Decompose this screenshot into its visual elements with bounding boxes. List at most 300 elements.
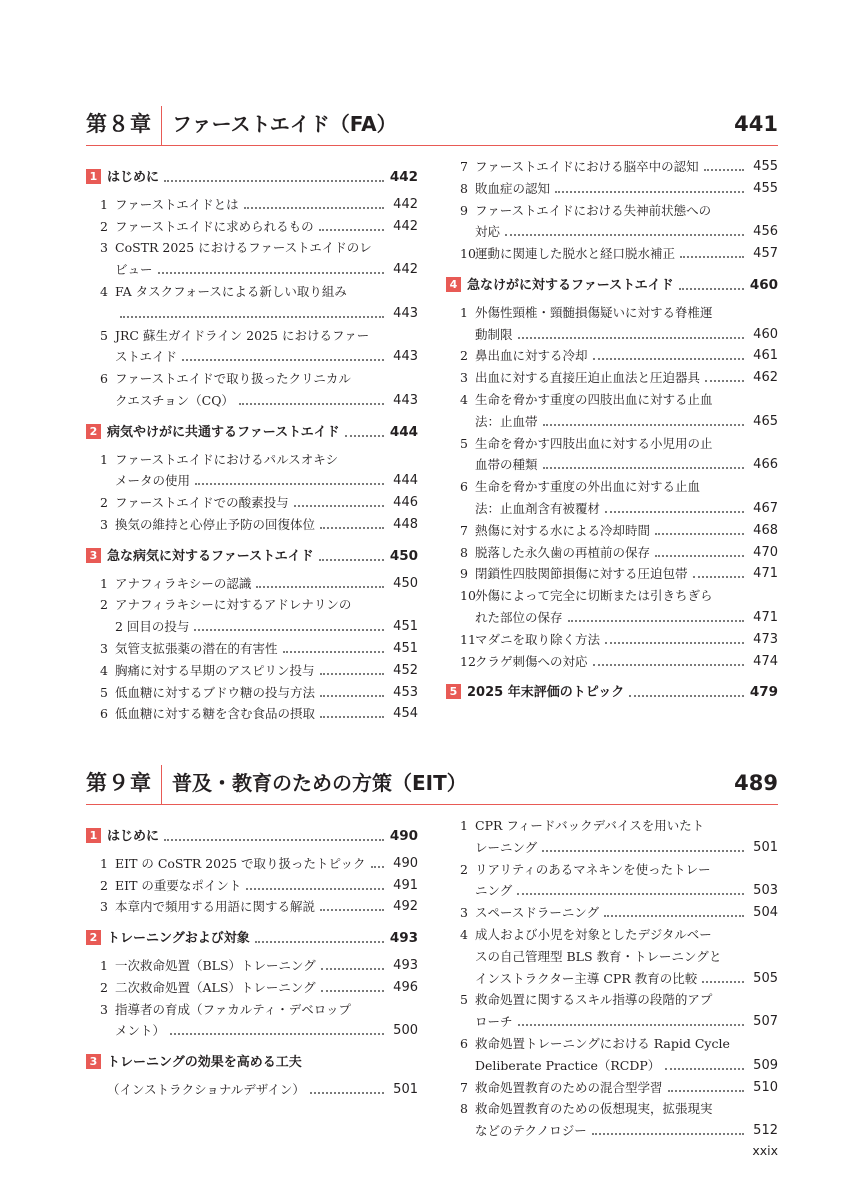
chapter-9: [86, 765, 778, 805]
toc-entry[interactable]: [446, 242, 778, 266]
entry-page: 467: [750, 500, 778, 517]
toc-entry[interactable]: [446, 584, 778, 608]
entry-text: [446, 948, 778, 965]
entry-title: 外傷性頸椎・頸髄損傷疑いに対する脊椎運: [475, 304, 713, 320]
entry-text: [86, 828, 418, 845]
entry-label: [86, 549, 317, 564]
entry-text: [86, 898, 418, 915]
entry-title: 動制限: [475, 326, 513, 342]
section-number-badge: 2: [86, 930, 101, 945]
entry-page: 453: [390, 684, 418, 701]
toc-entry[interactable]: [86, 1019, 418, 1043]
entry-text: [446, 456, 778, 473]
entry-title: クエスチョン（CQ）: [115, 393, 234, 408]
entry-title: JRC 蘇生ガイドライン 2025 におけるファー: [115, 327, 370, 343]
toc-section[interactable]: [446, 274, 778, 298]
toc-entry[interactable]: [446, 453, 778, 477]
entry-label: [86, 931, 253, 946]
entry-number: 6: [460, 479, 468, 495]
entry-text: [86, 348, 418, 365]
toc-entry[interactable]: [86, 702, 418, 726]
toc-entry[interactable]: [86, 280, 418, 304]
entry-page: 503: [750, 882, 778, 899]
entry-page: 442: [387, 169, 418, 186]
toc-section[interactable]: [86, 825, 418, 849]
leader-dots: [517, 893, 744, 895]
entry-label: [100, 663, 318, 678]
toc-entry[interactable]: [86, 852, 418, 876]
page-folio: xxix: [752, 1143, 778, 1158]
entry-number: 3: [460, 370, 468, 386]
toc-entry[interactable]: [86, 593, 418, 617]
entry-page: 443: [390, 348, 418, 365]
entry-text: [446, 991, 778, 1008]
toc-entry[interactable]: [446, 628, 778, 652]
entry-title: 救命処置教育のための仮想現実，拡張現実: [475, 1101, 713, 1117]
entry-title: 成人および小児を対象としたデジタルベー: [475, 927, 712, 942]
entry-page: 442: [390, 196, 418, 213]
entry-title: 病気やけがに共通するファーストエイド: [107, 424, 340, 440]
entry-text: [446, 861, 778, 878]
toc-entry[interactable]: [86, 448, 418, 472]
entry-title: マダニを取り除く方法: [475, 631, 601, 647]
entry-title: はじめに: [107, 829, 160, 844]
toc-entry[interactable]: [446, 901, 778, 925]
entry-label: [460, 566, 691, 581]
chapter-page: 489: [734, 771, 778, 795]
toc-entry[interactable]: [446, 1054, 778, 1078]
entry-text: [86, 451, 418, 468]
toc-entry[interactable]: [446, 606, 778, 630]
toc-entry[interactable]: [446, 988, 778, 1012]
entry-label: [100, 284, 350, 299]
entry-page: 454: [390, 705, 418, 722]
leader-dots: [518, 1024, 744, 1026]
toc-entry[interactable]: [446, 650, 778, 674]
entry-title: ファーストエイドでの酸素投与: [115, 495, 289, 511]
leader-dots: [182, 359, 384, 361]
entry-title: 生命を脅かす重度の外出血に対する止血: [475, 479, 701, 495]
leader-dots: [518, 337, 744, 339]
leader-dots: [120, 316, 384, 318]
toc-entry[interactable]: [446, 410, 778, 434]
entry-title: 法：止血帯: [475, 413, 538, 429]
entry-title: 敗血症の認知: [475, 180, 551, 196]
entry-label: [460, 159, 702, 174]
entry-text: [86, 424, 418, 441]
toc-entry[interactable]: [86, 367, 418, 391]
entry-page: 493: [387, 930, 418, 947]
entry-label: [475, 883, 515, 898]
entry-label: [446, 685, 627, 700]
leader-dots: [693, 576, 744, 578]
entry-label: [100, 685, 318, 700]
entry-title: 急なけがに対するファーストエイド: [467, 278, 674, 293]
toc-entry[interactable]: [446, 519, 778, 543]
toc-section[interactable]: [86, 545, 418, 569]
entry-page: 442: [390, 218, 418, 235]
toc-entry[interactable]: [86, 469, 418, 493]
entry-text: [86, 596, 418, 613]
entry-number: 5: [100, 327, 108, 343]
toc-section[interactable]: [86, 166, 418, 190]
entry-text: [86, 684, 418, 701]
entry-label: [475, 610, 566, 625]
entry-number: 5: [460, 992, 468, 1008]
toc-entry[interactable]: [86, 389, 418, 413]
entry-page: 457: [750, 245, 778, 262]
entry-label: [100, 219, 317, 234]
toc-entry[interactable]: [86, 572, 418, 596]
entry-label: [100, 371, 354, 386]
toc-entry[interactable]: [86, 258, 418, 282]
toc-entry[interactable]: [446, 220, 778, 244]
leader-dots: [702, 981, 744, 983]
entry-title: 出血に対する直接圧迫止血法と圧迫器具: [475, 370, 701, 386]
entry-text: [446, 369, 778, 386]
entry-title: ローチ: [475, 1014, 513, 1030]
entry-label: [460, 305, 716, 320]
entry-title: 脱落した永久歯の再植前の保存: [475, 544, 651, 560]
toc-entry[interactable]: [446, 301, 778, 325]
entry-number: 1: [100, 575, 108, 591]
entry-title: ビュー: [115, 262, 153, 278]
entry-title: 運動に関連した脱水と経口脱水補正: [475, 246, 676, 262]
entry-label: [100, 576, 254, 591]
entry-text: [86, 957, 418, 974]
entry-page: 510: [750, 1079, 778, 1096]
toc-entry[interactable]: [86, 976, 418, 1000]
toc-entry[interactable]: [446, 366, 778, 390]
leader-dots: [593, 664, 744, 666]
entry-label: [460, 392, 716, 407]
toc-entry[interactable]: [446, 432, 778, 456]
toc-entry[interactable]: [446, 541, 778, 565]
entry-text: [86, 472, 418, 489]
entry-page: 452: [390, 662, 418, 679]
toc-entry[interactable]: [446, 1119, 778, 1143]
entry-label: [460, 862, 714, 877]
toc-entry[interactable]: [446, 199, 778, 223]
entry-text: [446, 435, 778, 452]
entry-label: [100, 452, 341, 467]
entry-text: [446, 544, 778, 561]
entry-label: [100, 517, 318, 532]
chapter-8: [86, 106, 778, 146]
toc-entry[interactable]: [86, 324, 418, 348]
entry-label: [475, 327, 516, 342]
entry-page: 443: [390, 392, 418, 409]
entry-label: [460, 927, 715, 942]
leader-dots: [283, 651, 384, 653]
leader-dots: [320, 695, 384, 697]
toc-entry[interactable]: [86, 491, 418, 515]
entry-label: [460, 1080, 666, 1095]
chapter-header: [86, 106, 778, 146]
entry-text: [86, 305, 418, 322]
entry-text: [86, 548, 418, 565]
entry-label: [115, 262, 156, 277]
entry-number: 3: [100, 517, 108, 532]
toc-entry[interactable]: [86, 345, 418, 369]
entry-title: 気管支拡張薬の潜在的有害性: [115, 641, 278, 656]
entry-title: CoSTR 2025 におけるファーストエイドのレ: [115, 240, 372, 256]
leader-dots: [320, 716, 384, 718]
entry-label: [100, 328, 372, 343]
toc-entry[interactable]: [446, 967, 778, 991]
entry-text: [86, 575, 418, 592]
entry-text: [446, 478, 778, 495]
leader-dots: [164, 180, 384, 182]
toc-entry[interactable]: [86, 215, 418, 239]
entry-number: 6: [460, 1036, 468, 1051]
entry-page: 442: [390, 261, 418, 278]
entry-page: 444: [390, 472, 418, 489]
chapter-title: ファーストエイド（FA）: [172, 112, 397, 136]
entry-text: [86, 196, 418, 213]
entry-text: [446, 904, 778, 921]
entry-title: 換気の維持と心停止予防の回復体位: [115, 517, 316, 532]
entry-title: はじめに: [107, 170, 160, 185]
leader-dots: [655, 533, 744, 535]
entry-page: 462: [750, 369, 778, 386]
leader-dots: [629, 695, 744, 697]
entry-page: 474: [750, 653, 778, 670]
toc-entry[interactable]: [446, 562, 778, 586]
entry-label: [460, 246, 678, 261]
leader-dots: [255, 941, 384, 943]
toc-entry[interactable]: [446, 344, 778, 368]
entry-text: [446, 970, 778, 987]
toc-entry[interactable]: [446, 879, 778, 903]
toc-entry[interactable]: [446, 923, 778, 947]
leader-dots: [321, 990, 384, 992]
entry-number: 8: [460, 544, 468, 560]
entry-page: 504: [750, 904, 778, 921]
entry-text: [446, 1035, 778, 1052]
toc-entry[interactable]: [86, 681, 418, 705]
entry-label: [475, 414, 541, 429]
toc-entry[interactable]: [86, 659, 418, 683]
entry-label: [475, 224, 503, 239]
toc-entry[interactable]: [86, 302, 418, 326]
entry-number: 1: [100, 855, 108, 871]
leader-dots: [680, 256, 744, 258]
toc-entry[interactable]: [446, 497, 778, 521]
entry-text: [86, 1022, 418, 1039]
entry-title: れた部位の保存: [475, 610, 563, 625]
entry-page: 490: [390, 855, 418, 872]
toc-entry[interactable]: [446, 1032, 778, 1056]
toc-section[interactable]: [86, 1078, 418, 1102]
entry-title: 外傷によって完全に切断または引きちぎら: [475, 588, 713, 604]
entry-page: 479: [747, 684, 778, 701]
toc-entry[interactable]: [446, 1097, 778, 1121]
entry-number: 1: [100, 196, 108, 212]
leader-dots: [668, 1090, 744, 1092]
toc-entry[interactable]: [446, 155, 778, 179]
entry-title: EIT の重要なポイント: [115, 877, 242, 893]
entry-number: 3: [100, 899, 108, 915]
entry-title: 2025 年末評価のトピック: [467, 685, 625, 701]
entry-title: ファーストエイドにおけるパルスオキシ: [115, 451, 339, 467]
entry-title: 血帯の種類: [475, 457, 538, 473]
entry-text: [446, 684, 778, 701]
section-number-badge: 5: [446, 684, 461, 699]
leader-dots: [371, 866, 384, 868]
entry-text: [446, 413, 778, 430]
leader-dots: [158, 272, 384, 274]
toc-entry[interactable]: [446, 177, 778, 201]
entry-label: [115, 349, 180, 364]
entry-number: 11: [460, 631, 476, 647]
entry-number: 5: [100, 684, 108, 700]
entry-page: 466: [750, 456, 778, 473]
leader-dots: [605, 642, 744, 644]
entry-label: [460, 632, 603, 647]
entry-text: [446, 245, 778, 262]
entry-title: 救命処置教育のための混合型学習: [475, 1079, 663, 1095]
entry-title: 対応: [475, 224, 501, 240]
entry-text: [446, 500, 778, 517]
entry-title: 法：止血剤含有被覆材: [475, 501, 601, 516]
entry-number: 1: [460, 818, 468, 833]
entry-title: 生命を脅かす四肢出血に対する小児用の止: [475, 435, 713, 451]
entry-title: ファーストエイドとは: [115, 196, 239, 212]
toc-entry[interactable]: [86, 193, 418, 217]
entry-label: [460, 905, 602, 920]
toc-section[interactable]: [86, 421, 418, 445]
toc-entry[interactable]: [86, 236, 418, 260]
entry-label: [100, 197, 242, 212]
entry-text: [86, 877, 418, 894]
leader-dots: [256, 586, 384, 588]
toc-entry[interactable]: [86, 637, 418, 661]
entry-text: [446, 926, 778, 943]
entry-page: 500: [390, 1022, 418, 1039]
leader-dots: [320, 673, 384, 675]
leader-dots: [505, 234, 744, 236]
entry-label: [115, 1023, 168, 1038]
entry-label: [475, 840, 540, 855]
entry-text: [86, 327, 418, 344]
toc-entry[interactable]: [446, 1076, 778, 1100]
toc-entry[interactable]: [86, 954, 418, 978]
entry-text: [86, 1054, 418, 1071]
toc-entry[interactable]: [86, 874, 418, 898]
entry-label: [460, 436, 716, 451]
toc-section[interactable]: [86, 1051, 418, 1075]
entry-title: 救命処置に関するスキル指導の段階的アプ: [475, 992, 713, 1008]
entry-page: 507: [750, 1013, 778, 1030]
leader-dots: [665, 1068, 744, 1070]
entry-page: 451: [390, 640, 418, 657]
toc-entry[interactable]: [86, 998, 418, 1022]
entry-title: ファーストエイドにおける失神前状態への: [475, 202, 712, 218]
entry-label: [86, 829, 162, 844]
entry-title: 急な病気に対するファーストエイド: [107, 548, 314, 564]
entry-page: 512: [750, 1122, 778, 1139]
entry-page: 461: [750, 347, 778, 364]
entry-page: 473: [750, 631, 778, 648]
entry-label: [100, 495, 292, 510]
entry-number: 10: [460, 246, 476, 262]
entry-text: [446, 882, 778, 899]
entry-text: [446, 565, 778, 582]
entry-page: 491: [390, 877, 418, 894]
entry-title: ファーストエイドに求められるもの: [115, 218, 314, 234]
entry-title: CPR フィードバックデバイスを用いたト: [475, 818, 705, 833]
entry-page: 505: [750, 970, 778, 987]
toc-section[interactable]: [86, 927, 418, 951]
entry-text: [446, 304, 778, 321]
toc-entry[interactable]: [86, 615, 418, 639]
leader-dots: [239, 403, 384, 405]
leader-dots: [319, 559, 384, 561]
entry-title: スペースドラーニング: [475, 905, 600, 921]
entry-number: 4: [460, 927, 468, 942]
entry-page: 492: [390, 898, 418, 915]
toc-entry[interactable]: [446, 475, 778, 499]
toc-entry[interactable]: [446, 836, 778, 860]
entry-page: 470: [750, 544, 778, 561]
entry-title: スの自己管理型 BLS 教育・トレーニングと: [475, 948, 722, 964]
entry-text: [86, 855, 418, 872]
leader-dots: [655, 555, 744, 557]
entry-page: 460: [750, 326, 778, 343]
entry-number: 3: [100, 641, 108, 656]
toc-entry[interactable]: [86, 513, 418, 537]
entry-text: [446, 609, 778, 626]
entry-text: [86, 705, 418, 722]
toc-entry[interactable]: [446, 945, 778, 969]
toc-entry[interactable]: [446, 858, 778, 882]
entry-title: リアリティのあるマネキンを使ったトレー: [475, 861, 711, 877]
entry-title: 指導者の育成（ファカルティ・デベロップ: [115, 1001, 352, 1017]
entry-text: [86, 516, 418, 533]
toc-entry[interactable]: [446, 323, 778, 347]
entry-text: [446, 223, 778, 240]
toc-entry[interactable]: [446, 814, 778, 838]
toc-section[interactable]: [446, 681, 778, 705]
entry-number: 2: [100, 597, 108, 613]
chapter-title: 普及・教育のための方策（EIT）: [172, 771, 467, 795]
entry-title: メータの使用: [115, 473, 191, 489]
leader-dots: [310, 1092, 384, 1094]
entry-text: [446, 158, 778, 175]
leader-dots: [593, 358, 744, 360]
toc-entry[interactable]: [446, 388, 778, 412]
entry-label: [115, 473, 193, 488]
leader-dots: [568, 620, 744, 622]
entry-label: [100, 878, 244, 893]
entry-title: Deliberate Practice（RCDP）: [475, 1057, 661, 1073]
entry-label: [100, 958, 319, 973]
entry-label: [460, 523, 653, 538]
entry-title: アナフィラキシーの認識: [115, 575, 252, 591]
entry-number: 7: [460, 522, 468, 538]
entry-label: [475, 971, 700, 986]
toc-entry[interactable]: [446, 1010, 778, 1034]
entry-number: 8: [460, 1101, 468, 1117]
entry-label: [460, 348, 591, 363]
entry-number: 2: [100, 218, 108, 234]
toc-entry[interactable]: [86, 895, 418, 919]
entry-text: [86, 1001, 418, 1018]
entry-label: [460, 992, 715, 1007]
leader-dots: [164, 839, 384, 841]
entry-text: [86, 239, 418, 256]
